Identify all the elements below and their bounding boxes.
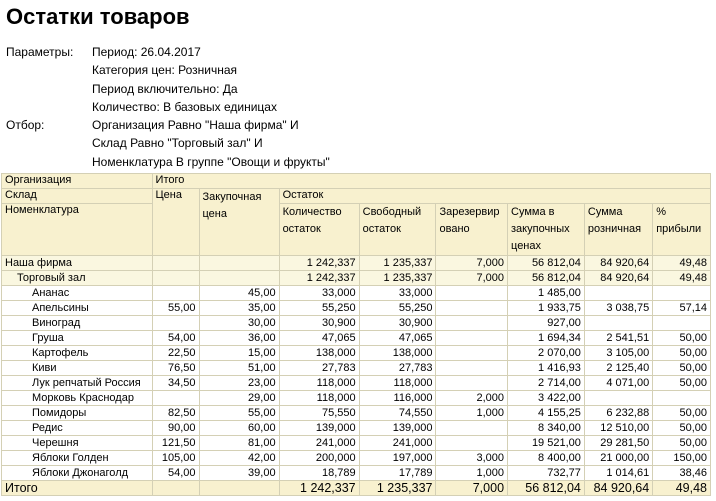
- free-cell: 47,065: [359, 331, 436, 346]
- free-cell: 1 235,337: [359, 256, 436, 271]
- header-nomenclature: Номенклатура: [2, 204, 153, 256]
- header-profit: % прибыли: [653, 204, 711, 256]
- sum-purchase-cell: 2 070,00: [508, 346, 585, 361]
- header-ostatok: Остаток: [279, 189, 710, 204]
- parameter-label: Параметры:: [6, 45, 74, 59]
- reserved-cell: [436, 331, 508, 346]
- sum-retail-cell: 21 000,00: [584, 451, 652, 466]
- name-cell: Апельсины: [2, 301, 153, 316]
- name-cell: Черешня: [2, 436, 153, 451]
- purchase-price-cell: 45,00: [199, 286, 279, 301]
- parameter-value: Склад Равно "Торговый зал" И: [92, 136, 263, 151]
- parameter-label: [6, 98, 92, 116]
- price-cell: 54,00: [152, 331, 199, 346]
- qty-cell: 1 242,337: [279, 256, 359, 271]
- sum-purchase-cell: 1 694,34: [508, 331, 585, 346]
- price-cell: [152, 391, 199, 406]
- sum-purchase-cell: 1 416,93: [508, 361, 585, 376]
- name-cell: Лук репчатый Россия: [2, 376, 153, 391]
- header-organization: Организация: [2, 174, 153, 189]
- qty-cell: 241,000: [279, 436, 359, 451]
- reserved-cell: 7,000: [436, 256, 508, 271]
- sum-retail-cell: 84 920,64: [584, 271, 652, 286]
- sum-retail-cell: 3 038,75: [584, 301, 652, 316]
- sum-purchase-cell: 927,00: [508, 316, 585, 331]
- price-cell: 105,00: [152, 451, 199, 466]
- price-cell: [152, 316, 199, 331]
- profit-cell: 49,48: [653, 481, 711, 496]
- parameter-label: [6, 61, 92, 79]
- purchase-price-cell: 36,00: [199, 331, 279, 346]
- price-cell: 76,50: [152, 361, 199, 376]
- reserved-cell: 7,000: [436, 481, 508, 496]
- sum-purchase-cell: 56 812,04: [508, 481, 585, 496]
- qty-cell: 33,000: [279, 286, 359, 301]
- purchase-price-cell: 35,00: [199, 301, 279, 316]
- qty-cell: 75,550: [279, 406, 359, 421]
- purchase-price-cell: 39,00: [199, 466, 279, 481]
- free-cell: 30,900: [359, 316, 436, 331]
- parameter-value: Номенклатура В группе "Овощи и фрукты": [92, 154, 330, 169]
- sum-retail-cell: 2 125,40: [584, 361, 652, 376]
- free-cell: 33,000: [359, 286, 436, 301]
- purchase-price-cell: 51,00: [199, 361, 279, 376]
- sum-retail-cell: 3 105,00: [584, 346, 652, 361]
- sum-retail-cell: 29 281,50: [584, 436, 652, 451]
- parameter-line: [6, 116, 330, 134]
- sum-retail-cell: 84 920,64: [584, 256, 652, 271]
- header-free: Свободный остаток: [359, 204, 436, 256]
- qty-cell: 118,000: [279, 391, 359, 406]
- profit-cell: 57,14: [653, 301, 711, 316]
- price-cell: 54,00: [152, 466, 199, 481]
- sum-purchase-cell: 8 400,00: [508, 451, 585, 466]
- sum-retail-cell: 4 071,00: [584, 376, 652, 391]
- header-qty: Количество остаток: [279, 204, 359, 256]
- purchase-price-cell: [199, 481, 279, 496]
- sum-purchase-cell: 732,77: [508, 466, 585, 481]
- header-row-2: [2, 189, 711, 204]
- sum-purchase-cell: 1 933,75: [508, 301, 585, 316]
- reserved-cell: [436, 346, 508, 361]
- reserved-cell: [436, 301, 508, 316]
- header-sum-purchase: Сумма в закупочных ценах: [508, 204, 585, 256]
- table-row: [2, 376, 711, 391]
- parameter-value: Организация Равно "Наша фирма" И: [92, 118, 299, 133]
- name-cell: Яблоки Джонаголд: [2, 466, 153, 481]
- free-cell: 197,000: [359, 451, 436, 466]
- table-row: [2, 451, 711, 466]
- free-cell: 138,000: [359, 346, 436, 361]
- sum-retail-cell: 2 541,51: [584, 331, 652, 346]
- header-sum-retail: Сумма розничная: [584, 204, 652, 256]
- profit-cell: 50,00: [653, 421, 711, 436]
- name-cell: Итого: [2, 481, 153, 496]
- report-table: [1, 173, 711, 496]
- table-row: [2, 391, 711, 406]
- reserved-cell: 1,000: [436, 466, 508, 481]
- price-cell: 22,50: [152, 346, 199, 361]
- reserved-cell: [436, 421, 508, 436]
- sum-retail-cell: [584, 391, 652, 406]
- qty-cell: 200,000: [279, 451, 359, 466]
- free-cell: 55,250: [359, 301, 436, 316]
- profit-cell: 38,46: [653, 466, 711, 481]
- parameter-line: [6, 134, 330, 152]
- sum-retail-cell: [584, 286, 652, 301]
- table-row: [2, 331, 711, 346]
- price-cell: [152, 286, 199, 301]
- qty-cell: 1 242,337: [279, 271, 359, 286]
- price-cell: [152, 256, 199, 271]
- header-reserved: Зарезервировано: [436, 204, 508, 256]
- sum-purchase-cell: 1 485,00: [508, 286, 585, 301]
- header-warehouse: Склад: [2, 189, 153, 204]
- purchase-price-cell: 42,00: [199, 451, 279, 466]
- profit-cell: 50,00: [653, 346, 711, 361]
- header-row-1: [2, 174, 711, 189]
- profit-cell: 50,00: [653, 331, 711, 346]
- reserved-cell: 3,000: [436, 451, 508, 466]
- reserved-cell: [436, 316, 508, 331]
- sum-retail-cell: [584, 316, 652, 331]
- qty-cell: 138,000: [279, 346, 359, 361]
- purchase-price-cell: 15,00: [199, 346, 279, 361]
- price-cell: 121,50: [152, 436, 199, 451]
- sum-purchase-cell: 56 812,04: [508, 271, 585, 286]
- parameter-line: [6, 98, 330, 116]
- purchase-price-cell: 29,00: [199, 391, 279, 406]
- sum-retail-cell: 84 920,64: [584, 481, 652, 496]
- reserved-cell: 7,000: [436, 271, 508, 286]
- qty-cell: 118,000: [279, 376, 359, 391]
- parameter-line: [6, 153, 330, 171]
- price-cell: [152, 481, 199, 496]
- reserved-cell: 1,000: [436, 406, 508, 421]
- reserved-cell: 2,000: [436, 391, 508, 406]
- table-row: [2, 406, 711, 421]
- parameter-line: [6, 80, 330, 98]
- table-row: [2, 436, 711, 451]
- sum-purchase-cell: 3 422,00: [508, 391, 585, 406]
- header-itogo: Итого: [152, 174, 710, 189]
- profit-cell: [653, 286, 711, 301]
- free-cell: 1 235,337: [359, 481, 436, 496]
- free-cell: 27,783: [359, 361, 436, 376]
- qty-cell: 18,789: [279, 466, 359, 481]
- table-row: [2, 421, 711, 436]
- qty-cell: 1 242,337: [279, 481, 359, 496]
- qty-cell: 30,900: [279, 316, 359, 331]
- free-cell: 74,550: [359, 406, 436, 421]
- qty-cell: 47,065: [279, 331, 359, 346]
- free-cell: 17,789: [359, 466, 436, 481]
- purchase-price-cell: 23,00: [199, 376, 279, 391]
- purchase-price-cell: 55,00: [199, 406, 279, 421]
- purchase-price-cell: [199, 256, 279, 271]
- profit-cell: 50,00: [653, 406, 711, 421]
- qty-cell: 139,000: [279, 421, 359, 436]
- name-cell: Торговый зал: [2, 271, 153, 286]
- parameter-label: [6, 134, 92, 152]
- sum-purchase-cell: 19 521,00: [508, 436, 585, 451]
- profit-cell: [653, 316, 711, 331]
- free-cell: 1 235,337: [359, 271, 436, 286]
- profit-cell: 50,00: [653, 361, 711, 376]
- parameter-value: Период включительно: Да: [92, 81, 238, 96]
- reserved-cell: [436, 376, 508, 391]
- name-cell: Груша: [2, 331, 153, 346]
- qty-cell: 55,250: [279, 301, 359, 316]
- profit-cell: 150,00: [653, 451, 711, 466]
- name-cell: Помидоры: [2, 406, 153, 421]
- report-title: Остатки товаров: [6, 4, 190, 29]
- free-cell: 139,000: [359, 421, 436, 436]
- parameter-value: Количество: В базовых единицах: [92, 99, 277, 114]
- table-row: [2, 286, 711, 301]
- name-cell: Морковь Краснодар: [2, 391, 153, 406]
- sum-purchase-cell: 56 812,04: [508, 256, 585, 271]
- header-price: Цена: [152, 189, 199, 256]
- reserved-cell: [436, 286, 508, 301]
- parameter-value: Период: 26.04.2017: [92, 45, 201, 59]
- table-row: [2, 316, 711, 331]
- price-cell: 55,00: [152, 301, 199, 316]
- price-cell: 90,00: [152, 421, 199, 436]
- organization-row: [2, 256, 711, 271]
- purchase-price-cell: 30,00: [199, 316, 279, 331]
- header-row-3: [2, 204, 711, 256]
- total-row: [2, 481, 711, 496]
- parameter-value: Категория цен: Розничная: [92, 63, 238, 78]
- profit-cell: 49,48: [653, 256, 711, 271]
- reserved-cell: [436, 361, 508, 376]
- free-cell: 241,000: [359, 436, 436, 451]
- parameter-label: [6, 80, 92, 98]
- table-row: [2, 361, 711, 376]
- name-cell: Картофель: [2, 346, 153, 361]
- report-parameters: [6, 43, 330, 171]
- table-row: [2, 301, 711, 316]
- profit-cell: 50,00: [653, 376, 711, 391]
- price-cell: 34,50: [152, 376, 199, 391]
- table-row: [2, 346, 711, 361]
- sum-purchase-cell: 8 340,00: [508, 421, 585, 436]
- parameter-label: [6, 153, 92, 171]
- name-cell: Яблоки Голден: [2, 451, 153, 466]
- purchase-price-cell: [199, 271, 279, 286]
- price-cell: 82,50: [152, 406, 199, 421]
- name-cell: Виноград: [2, 316, 153, 331]
- sum-retail-cell: 12 510,00: [584, 421, 652, 436]
- sum-retail-cell: 1 014,61: [584, 466, 652, 481]
- profit-cell: [653, 391, 711, 406]
- purchase-price-cell: 60,00: [199, 421, 279, 436]
- parameter-line: [6, 61, 330, 79]
- name-cell: Ананас: [2, 286, 153, 301]
- profit-cell: 49,48: [653, 271, 711, 286]
- reserved-cell: [436, 436, 508, 451]
- parameter-line: [6, 43, 330, 61]
- free-cell: 116,000: [359, 391, 436, 406]
- qty-cell: 27,783: [279, 361, 359, 376]
- parameter-label: Отбор:: [6, 118, 45, 133]
- sum-purchase-cell: 4 155,25: [508, 406, 585, 421]
- warehouse-row: [2, 271, 711, 286]
- free-cell: 118,000: [359, 376, 436, 391]
- name-cell: Наша фирма: [2, 256, 153, 271]
- price-cell: [152, 271, 199, 286]
- name-cell: Киви: [2, 361, 153, 376]
- table-row: [2, 466, 711, 481]
- header-purchase-price: Закупочная цена: [199, 189, 279, 256]
- purchase-price-cell: 81,00: [199, 436, 279, 451]
- profit-cell: 50,00: [653, 436, 711, 451]
- name-cell: Редис: [2, 421, 153, 436]
- sum-purchase-cell: 2 714,00: [508, 376, 585, 391]
- sum-retail-cell: 6 232,88: [584, 406, 652, 421]
